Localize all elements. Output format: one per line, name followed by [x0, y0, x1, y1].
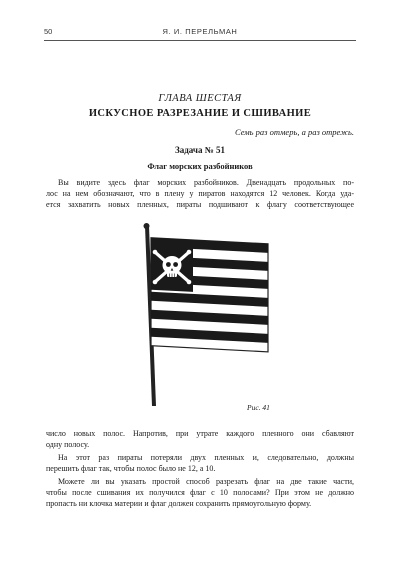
flag-cloth	[151, 238, 268, 352]
pole-finial	[144, 223, 150, 229]
paragraph-line: ется захватить новых пленных, пираты подшивают к флагу соответствующее	[46, 200, 354, 209]
paragraph-line: пропасть ни клочка материи и флаг должен сохранить прямоугольную форму.	[46, 499, 312, 508]
paragraph-line: лос на нем обозначают, что в плену у пиратов находятся 12 человек. Когда уда-	[46, 189, 354, 198]
paragraph-line: На этот раз пираты потеряли двух пленных и, следовательно, должны	[58, 453, 354, 462]
page-header	[44, 24, 356, 41]
running-title: Я. И. ПЕРЕЛЬМАН	[162, 27, 238, 36]
pirate-flag-illustration	[118, 220, 283, 410]
chapter-title: ИСКУСНОЕ РАЗРЕЗАНИЕ И СШИВАНИЕ	[88, 108, 312, 119]
problem-number: Задача № 51	[174, 145, 226, 155]
paragraph-line: Вы видите здесь флаг морских разбойников. Двенадцать продольных по-	[58, 178, 354, 187]
chapter-label: ГЛАВА ШЕСТАЯ	[158, 93, 242, 104]
paragraph-line: Можете ли вы указать простой способ разрезать флаг на две такие части,	[58, 477, 354, 486]
epigraph: Семь раз отмерь, а раз отрежь.	[234, 127, 354, 137]
paragraph-line: число новых полос. Напротив, при утрате каждого пленного они сбавляют	[46, 429, 354, 438]
paragraph-line: одну полосу.	[46, 440, 90, 449]
page-number: 50	[44, 27, 53, 36]
figure-caption: Рис. 41	[247, 403, 270, 412]
paragraph-line: чтобы после сшивания их получился флаг с 10 полосами? При этом не должно	[46, 488, 354, 497]
paragraph-line: перешить флаг так, чтобы полос было не 12, а 10.	[46, 464, 216, 473]
problem-title: Флаг морских разбойников	[147, 161, 253, 171]
